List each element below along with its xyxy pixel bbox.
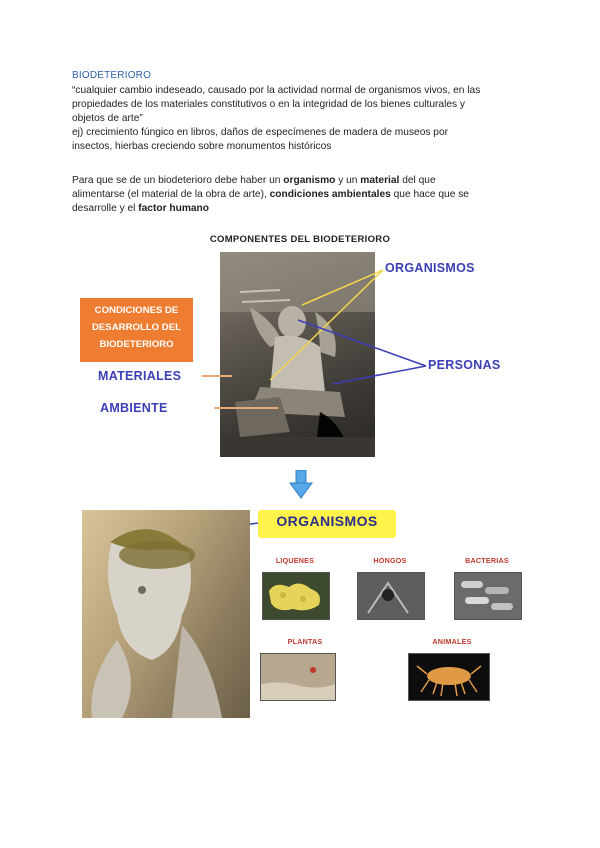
conditions-line: BIODETERIORO [99, 339, 174, 350]
plant-illustration [261, 654, 335, 700]
statue-head-photo [82, 510, 250, 718]
animales-image [408, 653, 490, 701]
label-personas: PERSONAS [428, 358, 501, 372]
plantas-image [260, 653, 336, 701]
example-line: ej) crecimiento fúngico en libros, daños de especímenes de madera de museos por [72, 127, 449, 138]
example-line: insectos, hierbas creciendo sobre monumentos históricos [72, 141, 332, 152]
requirements-line-3: desarrolle y el factor humano [72, 203, 210, 214]
organismos-pointer [302, 270, 383, 305]
requirements-line-2: alimentarse (el material de la obra de arte), condiciones ambientales que hace que se [72, 189, 469, 200]
fungus-illustration [358, 573, 424, 619]
organismos-box-title: ORGANISMOS [276, 513, 378, 529]
category-liquenes-label: LIQUENES [275, 556, 315, 565]
down-arrow-icon [289, 470, 313, 500]
label-ambiente: AMBIENTE [100, 401, 168, 415]
diagram-title: COMPONENTES DEL BIODETERIORO [209, 234, 391, 245]
hongos-image [357, 572, 425, 620]
definition-line: “cualquier cambio indeseado, causado por la actividad normal de organismos vivos, en las [72, 85, 481, 96]
conditions-line: CONDICIONES DE [94, 305, 179, 316]
bacteria-illustration [455, 573, 521, 619]
statue-illustration [82, 510, 250, 718]
requirements-line-1: Para que se de un biodeterioro debe haber un organismo y un material del que [72, 175, 436, 186]
liquenes-image [262, 572, 330, 620]
personas-pointer [332, 366, 426, 384]
section-title: BIODETERIORO [72, 70, 152, 81]
category-animales-label: ANIMALES [432, 637, 472, 646]
conditions-line: DESARROLLO DEL [91, 322, 181, 333]
category-plantas-label: PLANTAS [287, 637, 323, 646]
insect-illustration [409, 654, 489, 700]
lichen-illustration [263, 573, 329, 619]
organismos-pointer [270, 270, 383, 380]
definition-line: objetos de arte” [72, 113, 143, 124]
label-materiales: MATERIALES [98, 369, 182, 383]
category-hongos-label: HONGOS [373, 556, 407, 565]
bacterias-image [454, 572, 522, 620]
label-organismos: ORGANISMOS [385, 261, 475, 275]
category-bacterias-label: BACTERIAS [465, 556, 509, 565]
definition-line: propiedades de los materiales constitutivos o en la integridad de los bienes culturales y [72, 99, 466, 110]
personas-pointer [298, 320, 426, 366]
